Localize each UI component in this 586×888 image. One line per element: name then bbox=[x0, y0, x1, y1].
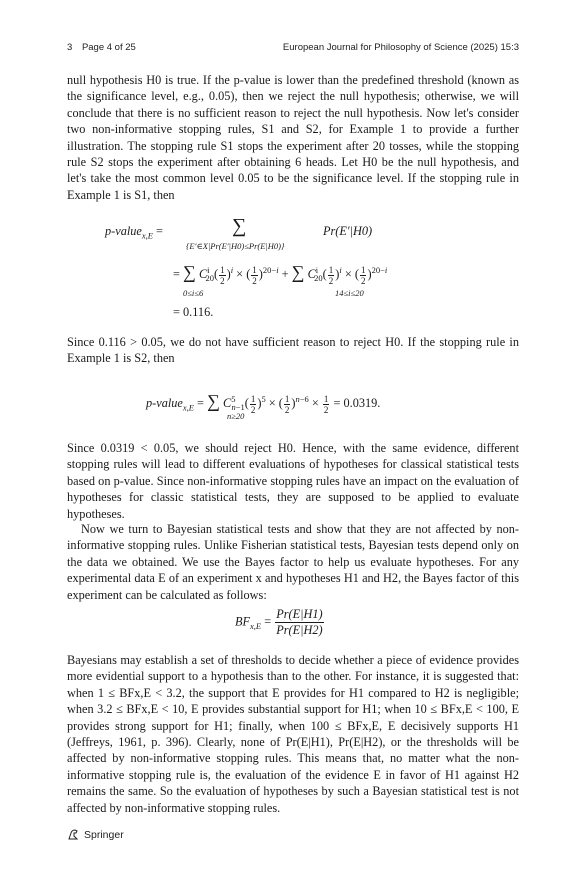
eq3-lhs: BF bbox=[235, 614, 251, 629]
paragraph-3 bbox=[67, 440, 519, 522]
eq1-limit-b: 14≤i≤20 bbox=[335, 288, 364, 298]
eq3-lhs-sub: x,E bbox=[250, 620, 262, 631]
eq2-lhs: p-value bbox=[146, 396, 183, 410]
eq1-sum-sign: ∑ bbox=[232, 215, 247, 237]
eq2-sum-limit: n≥20 bbox=[227, 411, 245, 421]
eq3-numerator: Pr(E|H1) bbox=[276, 607, 323, 621]
journal-title: European Journal for Philosophy of Science (2025) 15:3 bbox=[282, 42, 519, 53]
paragraph-1-text: null hypothesis H0 is true. If the p-value is lower than the predefined threshold (known as the significance level, e.g., 0.05), then we reject the null hypothesis; otherwise, we will conclude that there is no sufficient reason to reject the null hypothesis. Now let's consider two non-informative stopping rules, S1 and S2, for Example 1 to provide a further illustration. The stopping rule S1 stops the experiment after 20 tosses, while the stopping rule S2 stops the experiment after obtaining 6 heads. Let H0 be the null hypothesis, and let's take the most common level 0.05 to be the significance level. If the stopping rule in Example 1 is S1, then bbox=[67, 73, 519, 202]
eq1-line2: = ∑ $C^i_{20}$( $\frac{1}{2}$ )$^i$ × ( $\frac{1}{2}$ )$^{20-i}$ + ∑ $C^i_{20}$( $\frac{1}{2}$ )$^i$ × ( $\frac{1}{2}$ )$^{20-i}$ bbox=[173, 262, 388, 286]
paragraph-2-text: Since 0.116 > 0.05, we do not have sufficient reason to reject H0. If the stopping rule in Example 1 is S2, then bbox=[67, 335, 519, 366]
paragraph-4 bbox=[67, 521, 519, 603]
equation-pvalue-s2: p-value$_{x,E}$ = ∑ $C^5_{n-1}$( $\frac{1}{2}$ )$^5$ × ( $\frac{1}{2}$ )$^{n-6}$ × $\frac{1}{2}$ = 0.0319. bbox=[146, 391, 381, 415]
eq1-lhs-sub: x,E bbox=[141, 230, 153, 241]
eq1-lhs: p-value bbox=[105, 224, 142, 238]
running-header bbox=[67, 42, 519, 56]
paragraph-2 bbox=[67, 334, 519, 367]
eq1-sum-limit: {E′∈X|Pr(E′|H0)≤Pr(E|H0)} bbox=[186, 241, 285, 251]
paragraph-3-text: Since 0.0319 < 0.05, we should reject H0. Hence, with the same evidence, different stopping rules will lead to different evaluations of hypotheses for classical statistical tests based on p-value. Since non-informative stopping rules have an impact on the evaluation of hypotheses for classic statistical tests, they are supposed to be applied to evaluate hypotheses. bbox=[67, 441, 519, 521]
eq1-result: = 0.116. bbox=[173, 305, 214, 319]
equation-bayes-factor: $BF_{x,E}$ = $\frac{Pr(E|H1)}{Pr(E|H2)}$ bbox=[235, 607, 323, 637]
eq1-summand: Pr(E′|H0) bbox=[323, 224, 373, 238]
eq1-limit-a: 0≤i≤6 bbox=[183, 288, 204, 298]
springer-horse-icon bbox=[67, 828, 80, 841]
page-label: Page 4 of 25 bbox=[81, 42, 136, 53]
equation-pvalue-s1: p-value$_{x,E}$ = bbox=[105, 224, 163, 241]
paragraph-1 bbox=[67, 72, 519, 203]
header-left bbox=[67, 42, 136, 53]
paragraph-5 bbox=[67, 652, 519, 816]
eq2-lhs-sub: x,E bbox=[182, 402, 194, 413]
eq2-result: = 0.0319. bbox=[333, 396, 381, 410]
publisher-name: Springer bbox=[84, 828, 124, 841]
page-number: 3 bbox=[67, 42, 73, 53]
paragraph-4-text: Now we turn to Bayesian statistical tests and show that they are not affected by non-informative stopping rules. Unlike Fisherian statistical tests, Bayesian tests depend only on the data we obtained. We use the Bayes factor to help us evaluate hypotheses. For any experimental data E of an experiment x and hypotheses H1 and H2, the Bayes factor of this experiment can be calculated as follows: bbox=[67, 522, 519, 602]
publisher-footer bbox=[67, 828, 124, 841]
eq3-denominator: Pr(E|H2) bbox=[276, 623, 323, 637]
paragraph-5-text: Bayesians may establish a set of thresholds to decide whether a piece of evidence provides more evidential support to a hypothesis than to the other. For instance, it is suggested that: when 1 ≤ BFx,E < 3.2, the support that E provides for H1 compared to H2 is negligible; when 3.2 ≤ BFx,E < 10, E provides substantial support for H1; when 10 ≤ BFx,E < 100, E provides strong support for H1; finally, when 100 ≤ BFx,E, E decisively supports H1 (Jeffreys, 1961, p. 396). Clearly, none of Pr(E|H1), Pr(E|H2), or the thresholds will be affected by non-informative stopping rules. This means that, no matter what the non-informative stopping rule is, the evaluation of the evidence E in favor of H1 against H2 remains the same. So the evaluation of hypotheses by such a Bayesian statistical test is not affected by non-informative stopping rules. bbox=[67, 653, 519, 815]
